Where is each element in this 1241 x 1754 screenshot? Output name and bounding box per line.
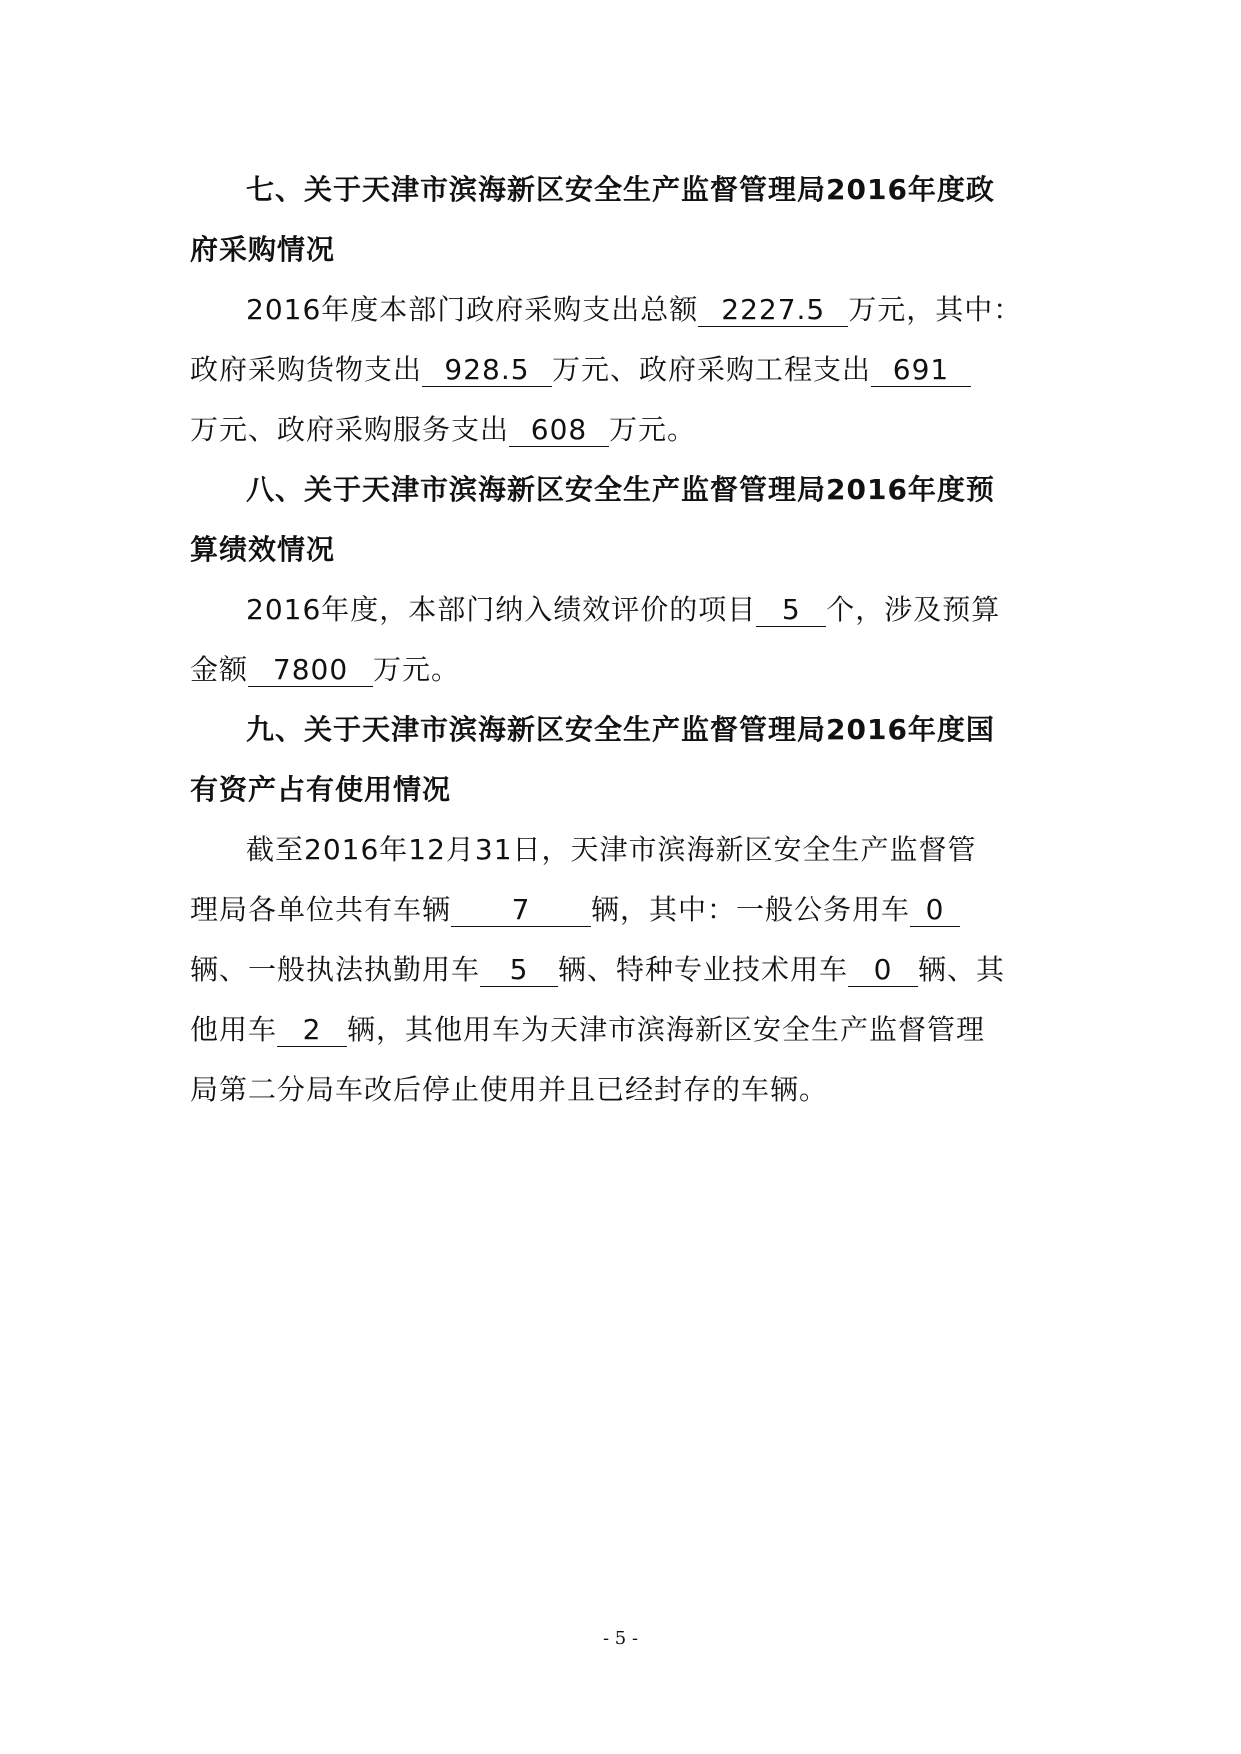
budget-amount-value: 7800 [248,654,373,687]
vehicles-total-value: 7 [451,894,591,927]
section9-heading: 九、关于天津市滨海新区安全生产监督管理局2016年度国 [246,713,995,746]
section8-heading: 八、关于天津市滨海新区安全生产监督管理局2016年度预 [246,473,995,506]
other-vehicles-value: 2 [277,1014,347,1047]
document-body [190,160,1062,1120]
works-expense-value: 691 [871,354,971,387]
services-expense-value: 608 [509,414,609,447]
section7-heading: 七、关于天津市滨海新区安全生产监督管理局2016年度政 [246,173,995,206]
official-vehicles-value: 0 [910,894,960,927]
section9-heading-cont: 有资产占有使用情况 [190,773,452,806]
section8-paragraph-line2: 金额 7800 万元。 [190,653,461,686]
section7-paragraph-line3: 万元、政府采购服务支出 608 万元。 [190,413,697,446]
section9-paragraph-line1: 截至2016年12月31日，天津市滨海新区安全生产监督管 [246,833,977,866]
page-number: - 5 - [602,1628,639,1649]
section7-paragraph-line1: 2016年度本部门政府采购支出总额 2227.5 万元，其中： [246,293,1023,326]
section9-paragraph-line3: 辆、一般执法执勤用车 5 辆、特种专业技术用车 0 辆、其 [190,953,1006,986]
section8-heading-cont: 算绩效情况 [190,533,336,566]
section9-paragraph-line2: 理局各单位共有车辆 7 辆，其中：一般公务用车 0 [190,880,1062,940]
enforcement-vehicles-value: 5 [480,954,558,987]
section7-paragraph-line2: 政府采购货物支出 928.5 万元、政府采购工程支出 691 [190,340,1062,400]
section9-paragraph-line4: 他用车 2 辆，其他用车为天津市滨海新区安全生产监督管理 [190,1013,986,1046]
section8-paragraph-line1: 2016年度，本部门纳入绩效评价的项目 5 个，涉及预算 [246,593,1001,626]
section7-heading-cont: 府采购情况 [190,233,336,266]
section9-paragraph-line5: 局第二分局车改后停止使用并且已经封存的车辆。 [190,1073,829,1106]
procurement-total-value: 2227.5 [698,294,848,327]
goods-expense-value: 928.5 [422,354,552,387]
special-vehicles-value: 0 [848,954,918,987]
projects-count-value: 5 [756,594,826,627]
